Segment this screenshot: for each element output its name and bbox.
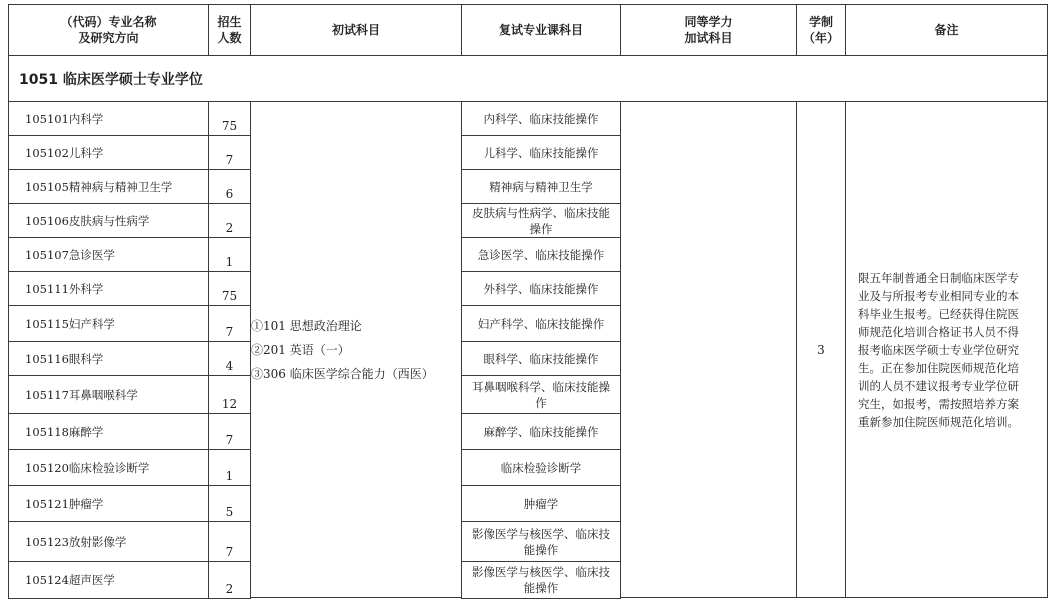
row-retest-text <box>501 460 582 476</box>
row-name: 105105精神病与精神卫生学 <box>8 169 209 204</box>
header-code-name-line1: （代码）专业名称 <box>60 15 157 29</box>
row-retest-line: 急诊医学、临床技能操作 <box>477 247 605 262</box>
header-equiv-line2: 加试科目 <box>684 31 733 45</box>
row-count: 75 <box>208 271 251 306</box>
section-title-text: 1051 临床医学硕士专业学位 <box>19 71 203 88</box>
row-name: 105120临床检验诊断学 <box>8 449 209 486</box>
row-name: 105123放射影像学 <box>8 521 209 562</box>
header-remarks <box>845 4 1048 56</box>
row-retest-text <box>472 564 610 596</box>
row-retest-line: 妇产科学、临床技能操作 <box>477 316 605 331</box>
row-retest-text <box>484 281 599 297</box>
row-retest <box>461 203 621 238</box>
header-retest <box>461 4 621 56</box>
row-name: 105111外科学 <box>8 271 209 306</box>
row-count: 6 <box>208 169 251 204</box>
section-title <box>8 55 1048 102</box>
row-retest-text <box>489 179 593 195</box>
row-retest-line: 内科学、临床技能操作 <box>483 111 599 126</box>
header-remarks-label: 备注 <box>934 23 959 37</box>
prelim-subject-3: ③306 临床医学综合能力（西医） <box>251 366 434 381</box>
remark-line: 报考临床医学硕士专业学位研究 <box>858 342 1019 357</box>
header-code-name <box>8 4 209 56</box>
header-years-line2: （年） <box>802 31 839 45</box>
row-retest-line: 精神病与精神卫生学 <box>489 179 593 194</box>
row-name: 105102儿科学 <box>8 135 209 170</box>
row-retest-line: 作 <box>535 395 547 410</box>
row-retest-line: 麻醉学、临床技能操作 <box>483 424 599 439</box>
header-equiv <box>620 4 797 56</box>
row-retest-text <box>484 145 599 161</box>
row-retest <box>461 237 621 272</box>
remark-line: 业及与所报考专业相同专业的本 <box>858 288 1019 303</box>
row-retest <box>461 375 621 414</box>
row-count: 7 <box>208 521 251 562</box>
row-retest-line: 影像医学与核医学、临床技 <box>472 526 610 541</box>
row-name: 105107急诊医学 <box>8 237 209 272</box>
remarks-cell <box>845 101 1048 598</box>
remark-line: 究生，如报考，需按照培养方案 <box>858 396 1019 411</box>
row-name: 105106皮肤病与性病学 <box>8 203 209 238</box>
row-retest-line: 能操作 <box>523 542 559 557</box>
row-retest-text <box>484 351 599 367</box>
row-count: 4 <box>208 341 251 376</box>
row-name: 105121肿瘤学 <box>8 485 209 522</box>
row-retest-line: 眼科学、临床技能操作 <box>483 351 599 366</box>
row-count: 7 <box>208 305 251 342</box>
prelim-subject-2: ②201 英语（一） <box>251 342 350 357</box>
years-value: 3 <box>817 342 825 357</box>
row-retest-line: 皮肤病与性病学、临床技能 <box>472 205 610 220</box>
equiv-subjects-cell <box>620 101 797 598</box>
header-prelim <box>250 4 462 56</box>
row-count: 75 <box>208 101 251 136</box>
row-retest <box>461 485 621 522</box>
row-retest <box>461 341 621 376</box>
row-retest-text <box>472 379 610 411</box>
row-retest <box>461 135 621 170</box>
row-count: 2 <box>208 203 251 238</box>
row-retest-line: 外科学、临床技能操作 <box>483 281 599 296</box>
row-count: 1 <box>208 237 251 272</box>
row-retest <box>461 101 621 136</box>
row-retest-text <box>484 111 599 127</box>
row-count: 5 <box>208 485 251 522</box>
row-count: 7 <box>208 413 251 450</box>
remark-line: 生。正在参加住院医师规范化培 <box>858 360 1019 375</box>
remarks-text <box>846 269 1025 431</box>
row-retest-line: 临床检验诊断学 <box>500 460 582 475</box>
remark-line: 训的人员不建议报考专业学位研 <box>858 378 1019 393</box>
row-retest-line: 儿科学、临床技能操作 <box>483 145 599 160</box>
remark-line: 师规范化培训合格证书人员不得 <box>858 324 1019 339</box>
row-retest-line: 耳鼻咽喉科学、临床技能操 <box>472 379 610 394</box>
row-retest-text <box>478 316 605 332</box>
row-retest-line: 影像医学与核医学、临床技 <box>472 565 610 579</box>
remark-line: 限五年制普通全日制临床医学专 <box>858 270 1019 285</box>
row-retest <box>461 561 621 599</box>
header-years-line1: 学制 <box>808 15 833 29</box>
row-retest <box>461 449 621 486</box>
row-retest-line: 肿瘤学 <box>523 496 559 511</box>
row-name: 105115妇产科学 <box>8 305 209 342</box>
row-count: 2 <box>208 561 251 599</box>
prelim-subject-1: ①101 思想政治理论 <box>251 318 362 333</box>
header-years <box>796 4 846 56</box>
row-retest-line: 操作 <box>529 221 553 236</box>
row-retest <box>461 169 621 204</box>
row-name: 105101内科学 <box>8 101 209 136</box>
prelim-subjects-cell <box>250 101 462 598</box>
header-enroll <box>208 4 251 56</box>
row-count: 1 <box>208 449 251 486</box>
row-retest <box>461 521 621 562</box>
row-retest-text <box>472 526 610 558</box>
row-retest <box>461 271 621 306</box>
row-retest <box>461 413 621 450</box>
row-name: 105117耳鼻咽喉科学 <box>8 375 209 414</box>
row-retest-line: 能操作 <box>523 581 559 595</box>
row-retest-text <box>472 205 610 237</box>
row-name: 105124超声医学 <box>8 561 209 599</box>
header-code-name-line2: 及研究方向 <box>78 31 139 45</box>
row-retest-text <box>478 247 605 263</box>
row-count: 7 <box>208 135 251 170</box>
header-equiv-line1: 同等学力 <box>684 15 733 29</box>
remark-line: 科毕业生报考。已经获得住院医 <box>858 306 1019 321</box>
row-count: 12 <box>208 375 251 414</box>
header-retest-label: 复试专业课科目 <box>498 23 583 37</box>
row-retest-text <box>484 424 599 440</box>
row-retest-text <box>524 496 559 512</box>
row-retest <box>461 305 621 342</box>
header-enroll-line1: 招生 <box>217 15 242 29</box>
row-name: 105116眼科学 <box>8 341 209 376</box>
years-cell <box>796 101 846 598</box>
row-name: 105118麻醉学 <box>8 413 209 450</box>
remark-line: 重新参加住院医师规范化培训。 <box>858 414 1019 429</box>
header-enroll-line2: 人数 <box>217 31 242 45</box>
header-prelim-label: 初试科目 <box>331 23 380 37</box>
